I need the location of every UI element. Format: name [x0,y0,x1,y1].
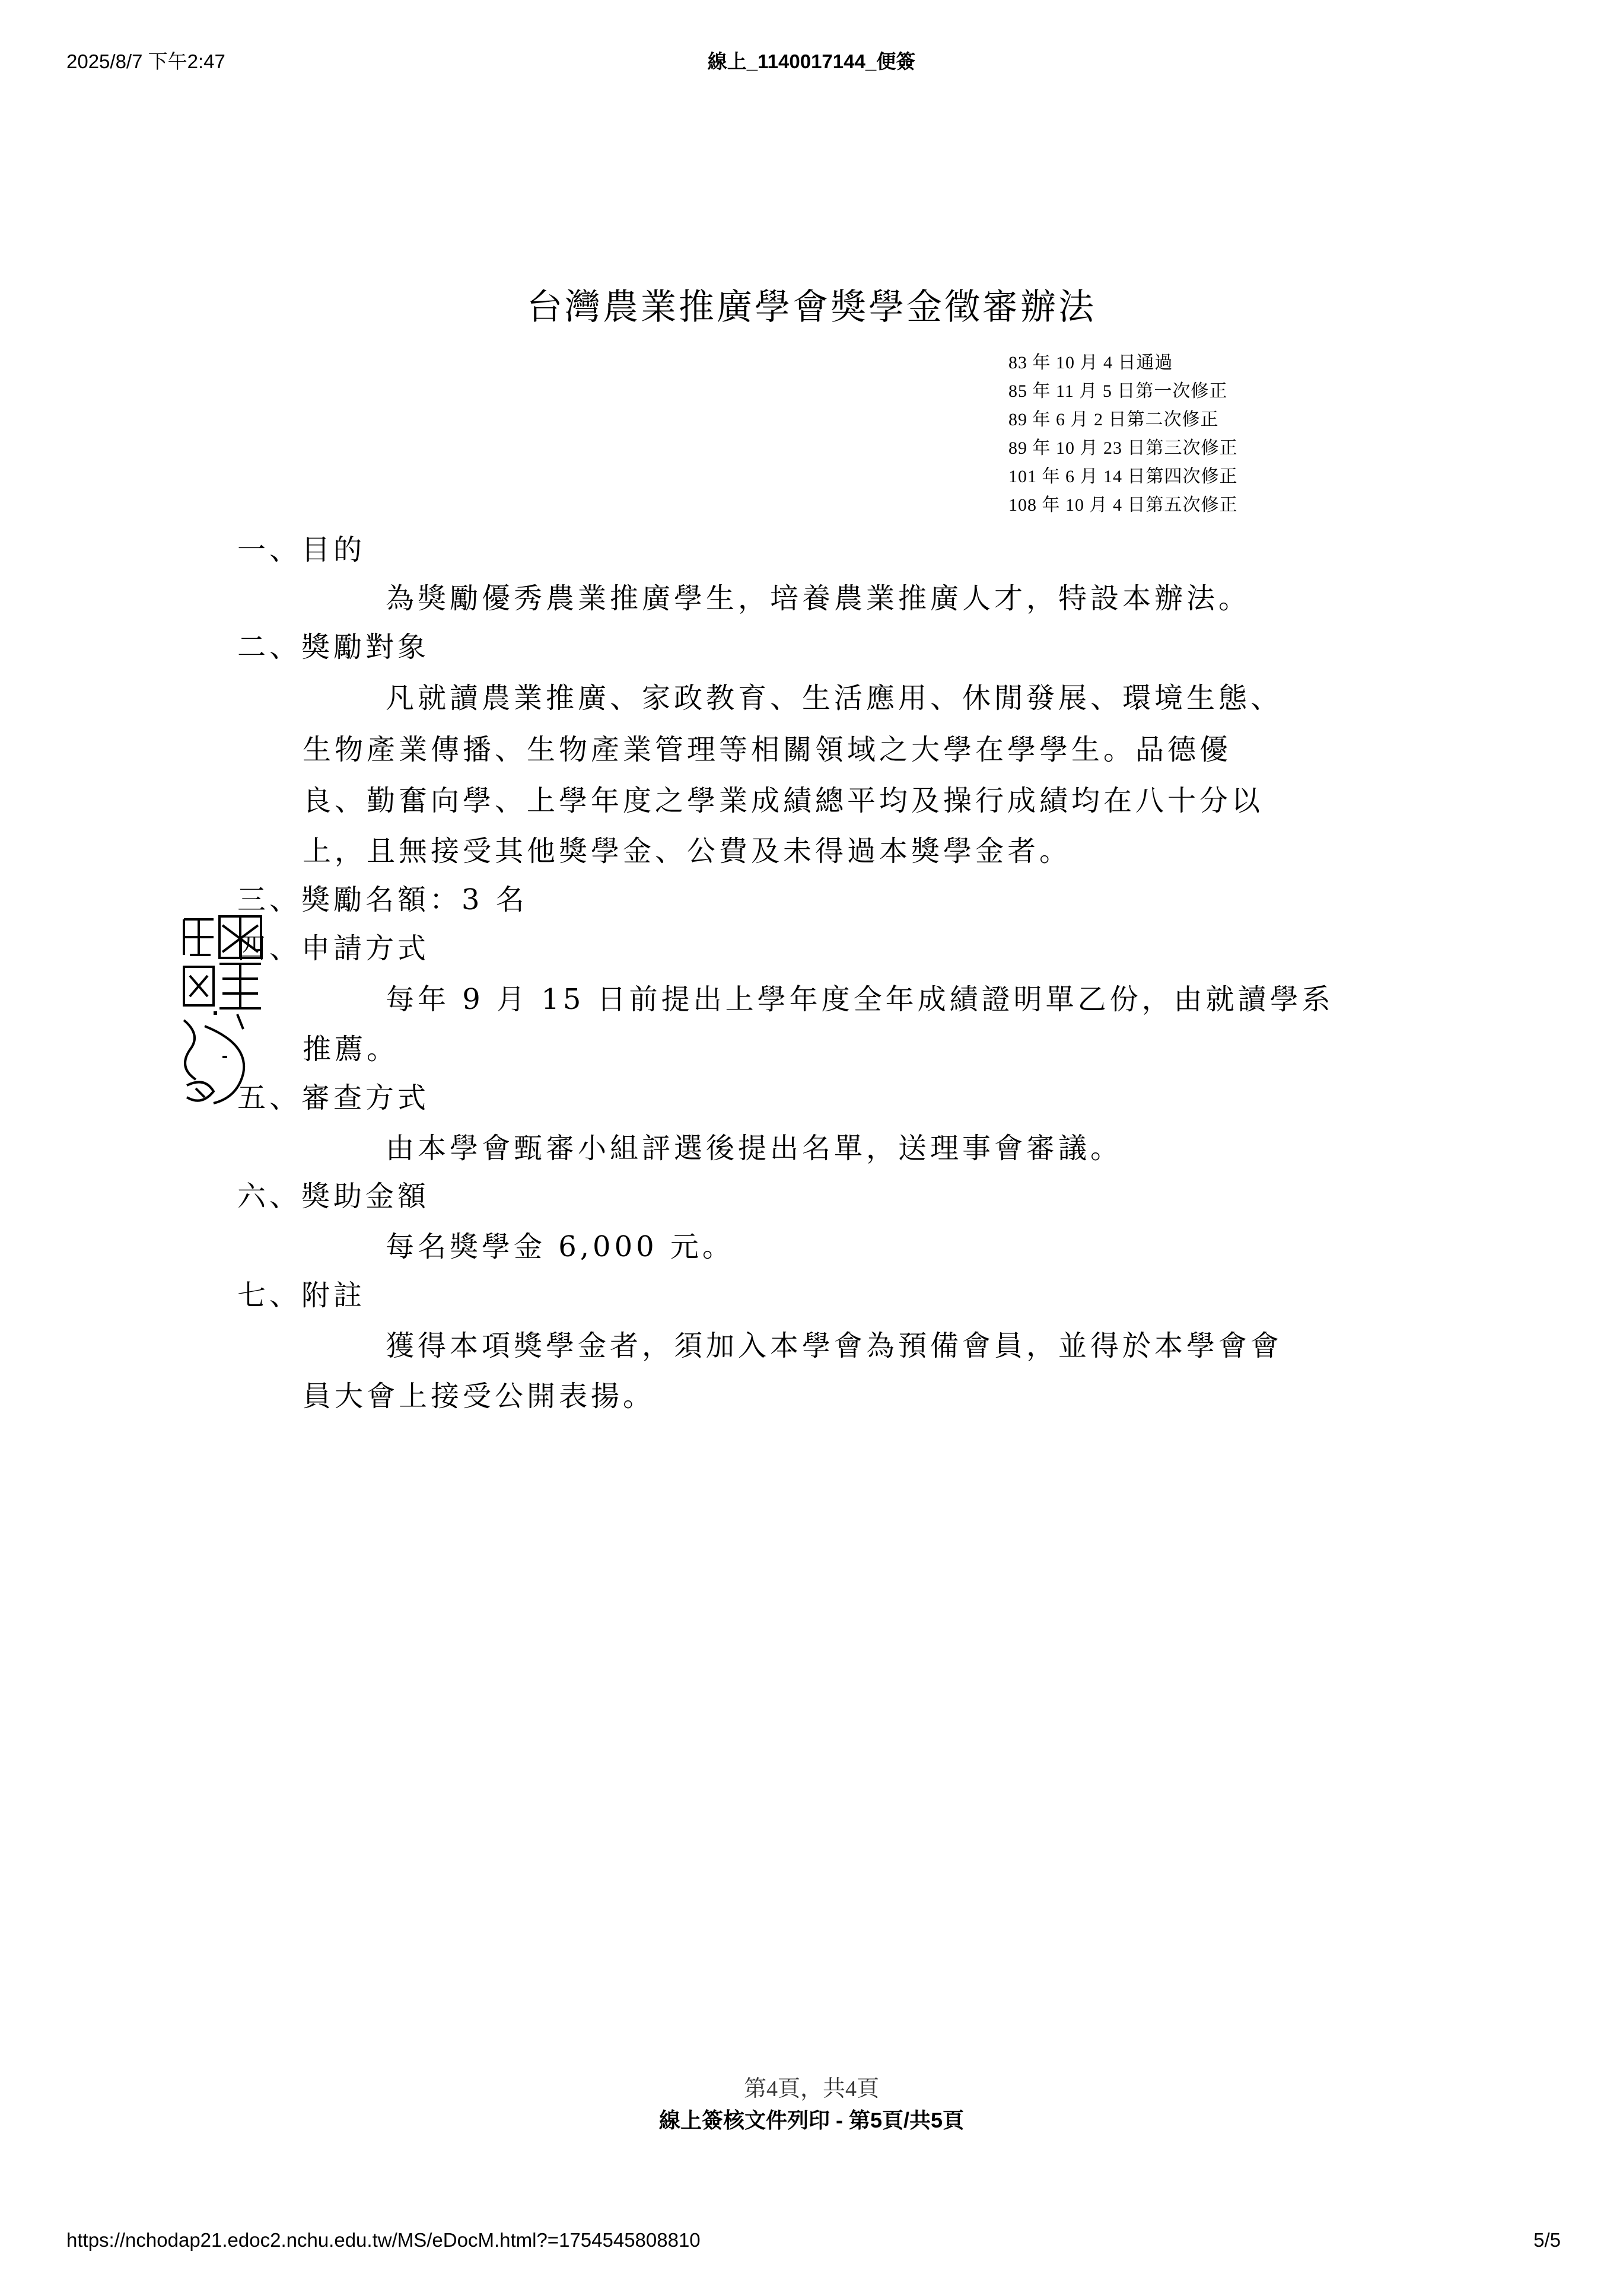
revision-history-line: 83 年 10 月 4 日通過 [1008,353,1173,372]
section-heading-purpose: 一、目的 [237,533,366,566]
section-heading-review: 五、審查方式 [237,1081,430,1114]
revision-history-line: 85 年 11 月 5 日第一次修正 [1008,381,1228,401]
page-footer [0,2070,1623,2134]
proofreading-stamp-icon [178,907,267,1109]
section-heading-application: 四、申請方式 [237,932,430,965]
print-page-number: 5/5 [1533,2229,1561,2251]
document-title: 台灣農業推廣學會獎學金徵審辦法 [527,286,1096,328]
revision-history-line: 101 年 6 月 14 日第四次修正 [1008,467,1238,486]
section-paragraph-line: 員大會上接受公開表揚。 [303,1380,655,1413]
print-document-title: 線上_1140017144_便簽 [707,50,916,72]
revision-history-line: 89 年 10 月 23 日第三次修正 [1008,438,1238,458]
revision-history [1008,349,1238,520]
section-paragraph-line: 為獎勵優秀農業推廣學生，培養農業推廣人才，特設本辦法。 [386,582,1251,615]
section-heading-notes: 七、附註 [237,1279,366,1312]
section-paragraph-line: 推薦。 [303,1033,399,1066]
page-count: 第4頁，共4頁 [743,2077,879,2101]
print-url: https://nchodap21.edoc2.nchu.edu.tw/MS/eDocM.html?=1754545808810 [66,2229,701,2251]
print-label: 線上簽核文件列印 - 第5頁/共5頁 [658,2108,965,2132]
section-paragraph-line: 獲得本項獎學金者，須加入本學會為預備會員，並得於本學會會 [386,1329,1283,1362]
browser-print-footer [0,2229,1623,2257]
section-paragraph-line: 由本學會甄審小組評選後提出名單，送理事會審議。 [386,1132,1123,1165]
section-paragraph-line: 每年 9 月 15 日前提出上學年度全年成績證明單乙份，由就讀學系 [386,983,1334,1016]
section-paragraph-line: 凡就讀農業推廣、家政教育、生活應用、休閒發展、環境生態、 [386,682,1283,715]
section-paragraph-line: 每名獎學金 6,000 元。 [386,1230,734,1263]
section-heading-quota: 三、獎勵名額：3 名 [237,883,528,916]
section-paragraph-line: 生物產業傳播、生物產業管理等相關領域之大學在學學生。品德優 [303,733,1232,766]
section-paragraph-line: 良、勤奮向學、上學年度之學業成績總平均及操行成績均在八十分以 [303,784,1264,817]
section-heading-amount: 六、獎助金額 [237,1180,430,1213]
section-paragraph-line: 上，且無接受其他獎學金、公費及未得過本獎學金者。 [303,835,1072,868]
print-datetime: 2025/8/7 下午2:47 [66,50,225,72]
revision-history-line: 89 年 6 月 2 日第二次修正 [1008,410,1219,429]
browser-print-header [0,46,1623,75]
revision-history-line: 108 年 10 月 4 日第五次修正 [1008,495,1238,515]
section-heading-eligibility: 二、獎勵對象 [237,630,430,664]
